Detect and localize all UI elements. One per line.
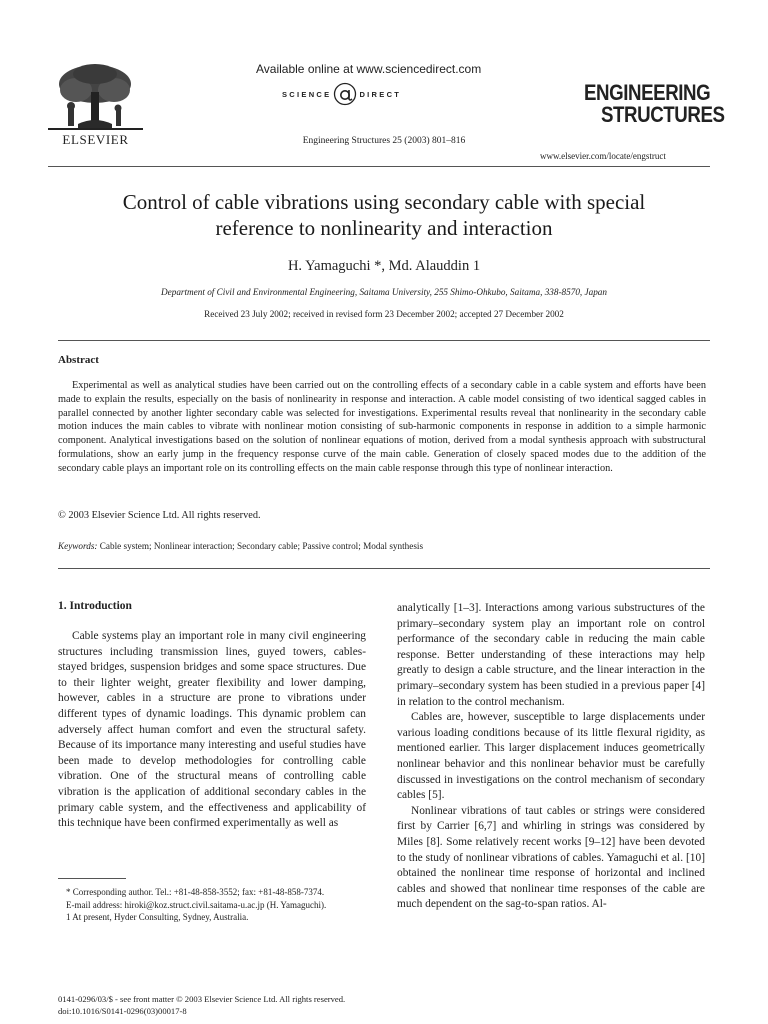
publisher-name: ELSEVIER: [62, 132, 129, 147]
intro-paragraph-1: Cable systems play an important role in many civil engineering structures including transmission lines, guyed towers, cables-stayed bridges, suspension bridges and some space structures. Due to their lighter weight, greater flexibility and lower damping, however, cables in a structure are prone to vibrations under different types of dynamic loadings. This dynamic problem can adversely affect human comfort and even the structural safety. Because of its importance many interesting and useful studies have been made to develop methodologies for controlling cable vibration. One of the structural means of controlling cable vibration is the application of additional secondary cables in the primary cable system, and the effectiveness and applicability of this technique have been confirmed experimentally as well as: [58, 630, 366, 830]
received-dates: Received 23 July 2002; received in revised form 23 December 2002; accepted 27 December 2002: [204, 309, 564, 319]
title-line-1: Control of cable vibrations using secondary cable with special: [122, 190, 646, 214]
elsevier-tree-icon: [48, 62, 143, 132]
sciencedirect-logo: [282, 82, 401, 106]
abstract-heading: Abstract: [58, 354, 99, 366]
right-column: [397, 601, 705, 913]
journal-logo: [584, 82, 746, 126]
abstract-text: Experimental as well as analytical studies have been carried out on the controlling effects of a secondary cable in a cable system and efforts have been made to explain the results, especially on the basis of nonlinearity in response and interaction. A cable model consisting of two identical sagged cables in parallel connected by another lighter secondary cable was selected for investigations. Experimental results reveal that nonlinearity in the secondary cable motion induces the main cables to vibrate with nonlinear motion consisting of sub-harmonic components in response in addition to a simple harmonic component. Analytical investigations based on the solution of nonlinear equations of motion, derived from a modal synthesis approach with substructural formulations, show an early jump in the frequency response curve of the main cable. Generation of closely spaced modes due to the addition of the secondary cable plays an important role on its controlling effects on the main cable response through this type of nonlinear interaction.: [58, 380, 706, 474]
keywords-label: Keywords:: [58, 541, 98, 551]
keywords-list: Cable system; Nonlinear interaction; Secondary cable; Passive control; Modal synthesis: [99, 541, 424, 551]
header-divider: [48, 166, 710, 167]
footnote-present-address: 1 At present, Hyder Consulting, Sydney, Australia.: [66, 912, 249, 922]
intro-paragraph-4: Nonlinear vibrations of taut cables or strings were considered first by Carrier [6,7] and whirling in strings was considered by Miles [8]. Some relatively recent works [9–12] have been devoted to the study of nonlinear vibrations of cables. Yamaguchi et al. [10] obtained the nonlinear time response of horizontal and inclined cables and showed that nonlinear time responses of the cable are much dependent on the sag-to-span ratios. Al-: [397, 804, 705, 911]
intro-paragraph-2: analytically [1–3]. Interactions among various substructures of the primary–secondary system play an important role on control performance of the secondary cable in reducing the main cable response. Better understanding of these interactions may help greatly to design a cable structure, and the linear interaction in the primary–secondary system has been studied in a previous paper [4] in relation to the control mechanism.: [397, 602, 705, 708]
intro-paragraph-3: Cables are, however, susceptible to large displacements under various loading conditions because of its little flexural rigidity, as mentioned earlier. This larger displacement induces geometrically nonlinear behavior and this nonlinear behavior must be carefully discussed in investigations on the control mechanism of secondary cables [5].: [397, 711, 705, 802]
keywords-divider: [58, 568, 710, 569]
authors: H. Yamaguchi *, Md. Alauddin 1: [287, 258, 481, 274]
journal-url-link[interactable]: www.elsevier.com/locate/engstruct: [540, 151, 666, 161]
left-column: [58, 629, 366, 832]
available-online-text: Available online at www.sciencedirect.com: [256, 62, 482, 76]
page-footer: [58, 993, 345, 1017]
journal-logo-line2: STRUCTURES: [601, 102, 725, 127]
footnote-email: E-mail address: hiroki@koz.struct.civil.saitama-u.ac.jp (H. Yamaguchi).: [66, 899, 327, 910]
sd-right-word: DIRECT: [359, 89, 402, 99]
section-heading-introduction: 1. Introduction: [58, 600, 132, 612]
footer-front-matter: 0141-0296/03/$ - see front matter © 2003 Elsevier Science Ltd. All rights reserved.: [58, 994, 346, 1004]
abstract-copyright: © 2003 Elsevier Science Ltd. All rights reserved.: [58, 510, 261, 521]
affiliation: Department of Civil and Environmental Engineering, Saitama University, 255 Shimo-Ohkubo, Saitama, 338-8570, Japan: [161, 287, 607, 297]
title-line-2: reference to nonlinearity and interaction: [215, 216, 553, 240]
footnote-rule: [58, 878, 126, 879]
keywords: [58, 541, 423, 551]
footnote-corresponding: * Corresponding author. Tel.: +81-48-858-3552; fax: +81-48-858-7374.: [66, 887, 325, 897]
footnotes: [58, 886, 366, 924]
journal-logo-line1: ENGINEERING: [584, 80, 711, 105]
abstract-divider-top: [58, 340, 710, 341]
sd-left-word: SCIENCE: [282, 89, 332, 99]
sciencedirect-at-icon: [333, 82, 357, 106]
article-title: [60, 189, 708, 241]
journal-citation: Engineering Structures 25 (2003) 801–816: [302, 136, 466, 146]
footer-doi: doi:10.1016/S0141-0296(03)00017-8: [58, 1006, 187, 1016]
